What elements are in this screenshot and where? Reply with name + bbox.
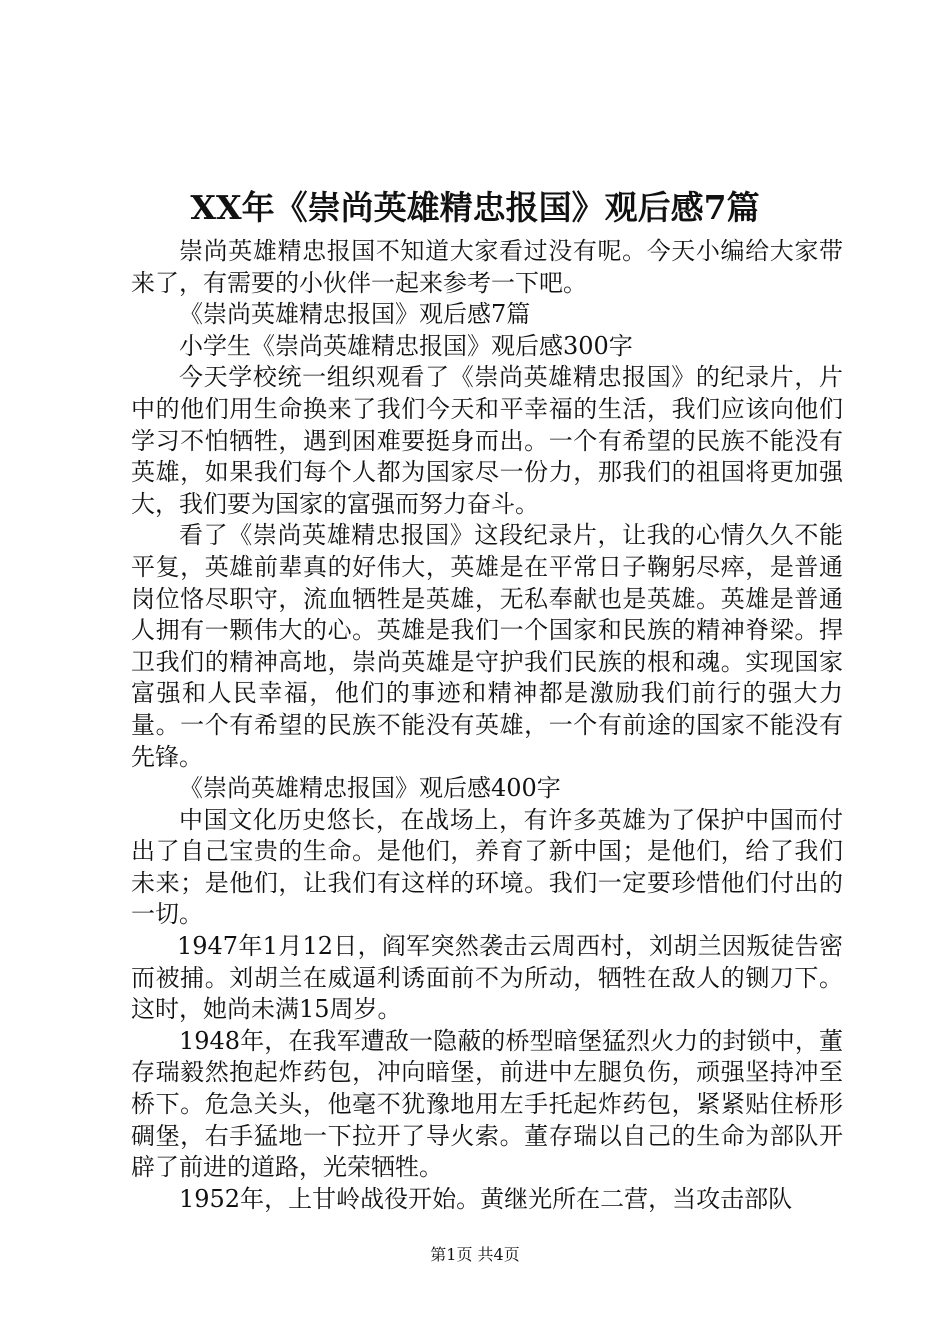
section-heading-main: 《崇尚英雄精忠报国》观后感7篇 — [179, 300, 531, 329]
paragraph-intro: 崇尚英雄精忠报国不知道大家看过没有呢。今天小编给大家带来了，有需要的小伙伴一起来参考一下吧。 — [131, 237, 843, 297]
paragraph-body: 看了《崇尚英雄精忠报国》这段纪录片，让我的心情久久不能平复，英雄前辈真的好伟大，英雄是在平常日子鞠躬尽瘁，是普通岗位恪尽职守，流血牺牲是英雄，无私奉献也是英雄。英雄是普通人拥有一颗伟大的心。英雄是我们一个国家和民族的精神脊梁。捍卫我们的精神高地，崇尚英雄是守护我们民族的根和魂。实现国家富强和人民幸福，他们的事迹和精神都是激励我们前行的强大力量。一个有希望的民族不能没有英雄，一个有前途的国家不能没有先锋。 — [131, 521, 843, 771]
paragraph-body: 今天学校统一组织观看了《崇尚英雄精忠报国》的纪录片，片中的他们用生命换来了我们今天和平幸福的生活，我们应该向他们学习不怕牺牲，遇到困难要挺身而出。一个有希望的民族不能没有英雄，如果我们每个人都为国家尽一份力，那我们的祖国将更加强大，我们要为国家的富强而努力奋斗。 — [131, 363, 843, 518]
page-title: XX年《崇尚英雄精忠报国》观后感7篇 — [190, 188, 760, 227]
document-body — [131, 236, 843, 1215]
section-heading-300: 小学生《崇尚英雄精忠报国》观后感300字 — [179, 331, 633, 360]
paragraph-body: 1952年，上甘岭战役开始。黄继光所在二营，当攻击部队 — [179, 1184, 793, 1213]
paragraph-body: 中国文化历史悠长，在战场上，有许多英雄为了保护中国而付出了自己宝贵的生命。是他们，养育了新中国；是他们，给了我们未来；是他们，让我们有这样的环境。我们一定要珍惜他们付出的一切。 — [131, 805, 843, 929]
paragraph-body: 1948年，在我军遭敌一隐蔽的桥型暗堡猛烈火力的封锁中，董存瑞毅然抱起炸药包，冲向暗堡，前进中左腿负伤，顽强坚持冲至桥下。危急关头，他毫不犹豫地用左手托起炸药包，紧紧贴住桥形碉堡，右手猛地一下拉开了导火索。董存瑞以自己的生命为部队开辟了前进的道路，光荣牺牲。 — [131, 1026, 843, 1182]
section-heading-400: 《崇尚英雄精忠报国》观后感400字 — [179, 774, 561, 803]
page-footer: 第1页 共4页 — [430, 1245, 520, 1264]
paragraph-body: 1947年1月12日，阎军突然袭击云周西村，刘胡兰因叛徒告密而被捕。刘胡兰在威逼利诱面前不为所动，牺牲在敌人的铡刀下。这时，她尚未满15周岁。 — [131, 932, 843, 1024]
